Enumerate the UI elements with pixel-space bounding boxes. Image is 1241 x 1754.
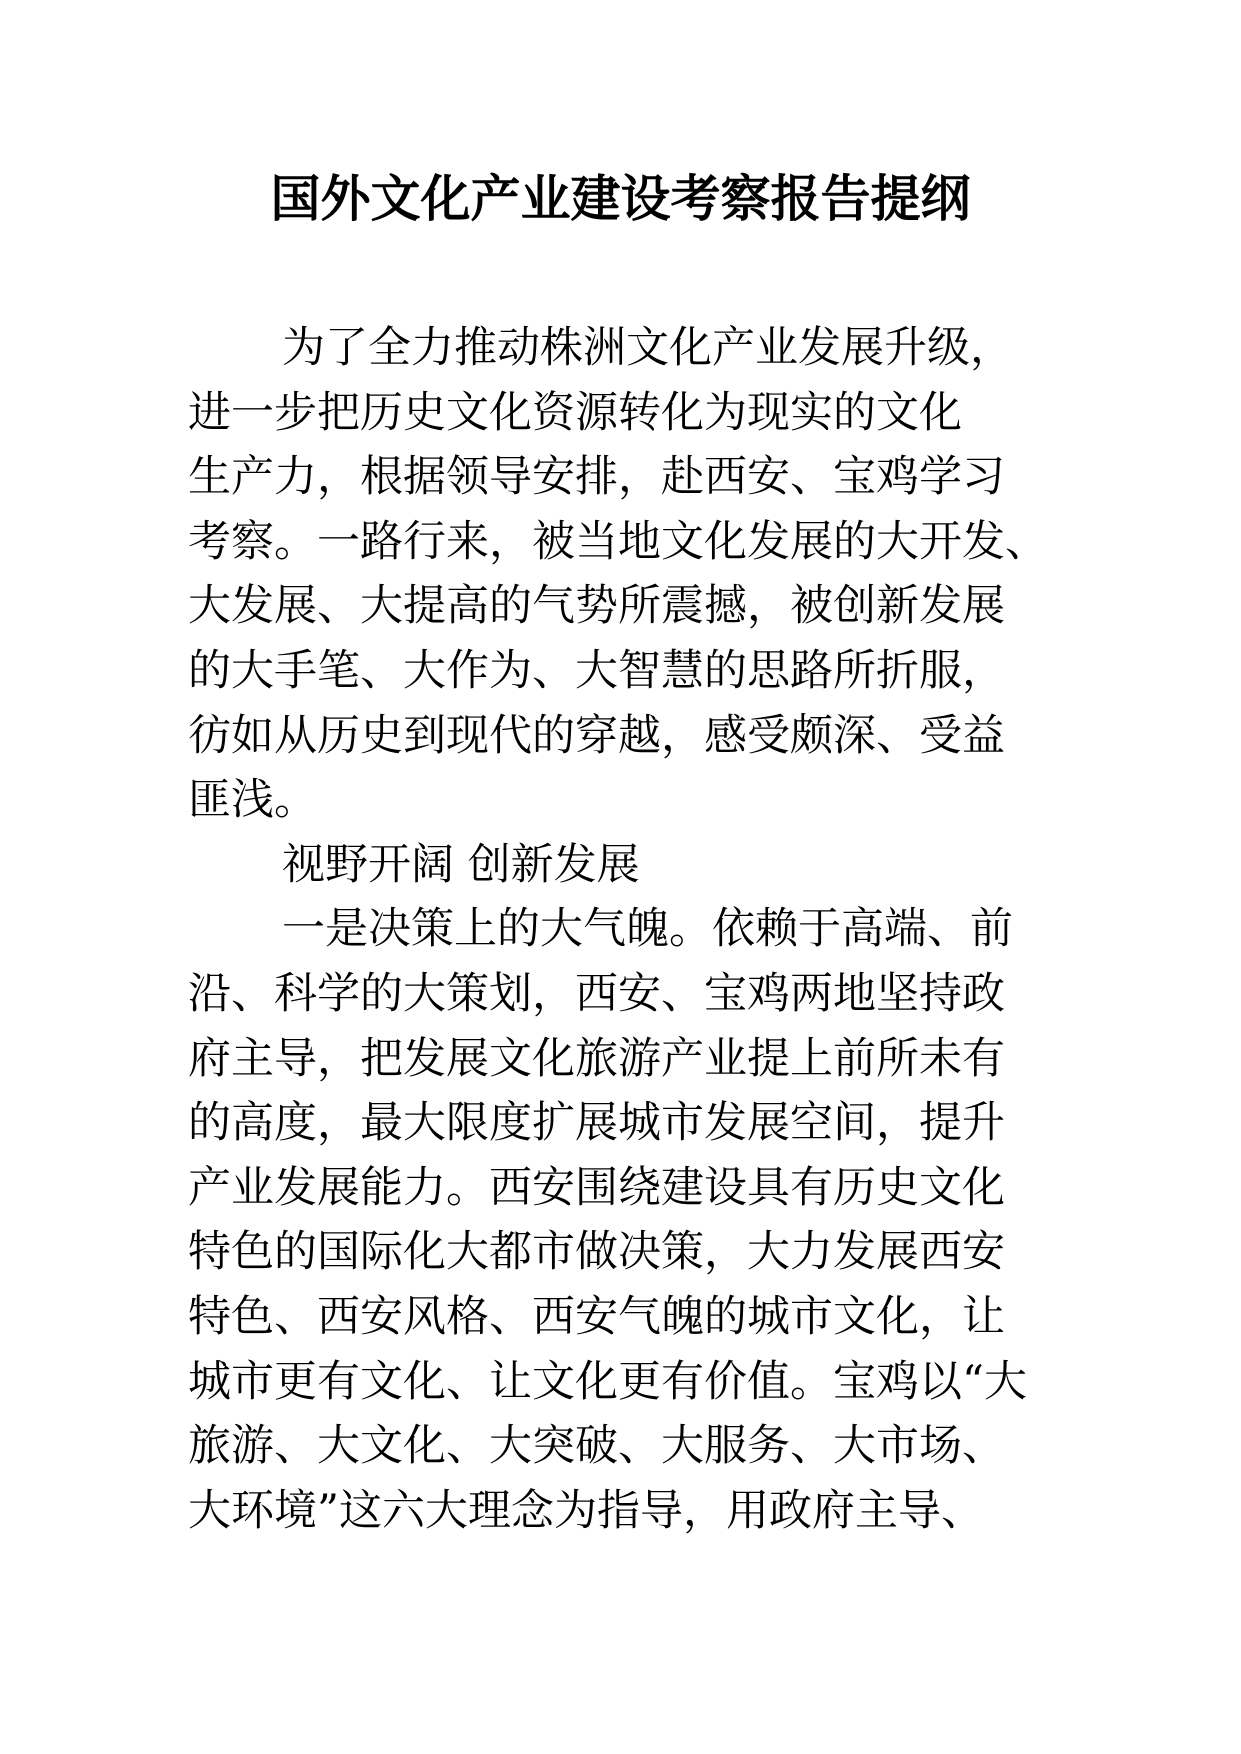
text-line: 大发展、大提高的气势所震撼，被创新发展 <box>188 581 1005 632</box>
text-line: 为了全力推动株洲文化产业发展升级， <box>282 323 1013 373</box>
text-line: 城市更有文化、让文化更有价值。宝鸡以“大 <box>188 1356 1027 1407</box>
text-line: 一是决策上的大气魄。依赖于高端、前 <box>282 904 1013 955</box>
text-line: 的大手笔、大作为、大智慧的思路所折服， <box>188 645 1005 696</box>
text-line: 的高度，最大限度扩展城市发展空间，提升 <box>188 1098 1005 1149</box>
text-line: 考察。一路行来，被当地文化发展的大开发、 <box>188 516 1048 567</box>
text-line: 进一步把历史文化资源转化为现实的文化 <box>188 387 962 438</box>
text-line: 大环境”这六大理念为指导，用政府主导、 <box>188 1485 984 1536</box>
text-line: 特色的国际化大都市做决策，大力发展西安 <box>188 1227 1005 1278</box>
text-line: 旅游、大文化、大突破、大服务、大市场、 <box>188 1421 1005 1472</box>
text-line: 沿、科学的大策划，西安、宝鸡两地坚持政 <box>188 968 1005 1019</box>
text-line: 产业发展能力。西安围绕建设具有历史文化 <box>188 1162 1005 1213</box>
text-line: 府主导，把发展文化旅游产业提上前所未有 <box>188 1033 1005 1084</box>
text-line: 视野开阔 创新发展 <box>282 839 640 890</box>
text-line: 生产力，根据领导安排，赴西安、宝鸡学习 <box>188 452 1005 503</box>
text-line: 彷如从历史到现代的穿越，感受颇深、受益 <box>188 710 1005 761</box>
document-body <box>188 316 1088 1543</box>
document-title: 国外文化产业建设考察报告提纲 <box>270 169 971 228</box>
text-line: 匪浅。 <box>188 775 317 826</box>
text-line: 特色、西安风格、西安气魄的城市文化，让 <box>188 1291 1005 1342</box>
